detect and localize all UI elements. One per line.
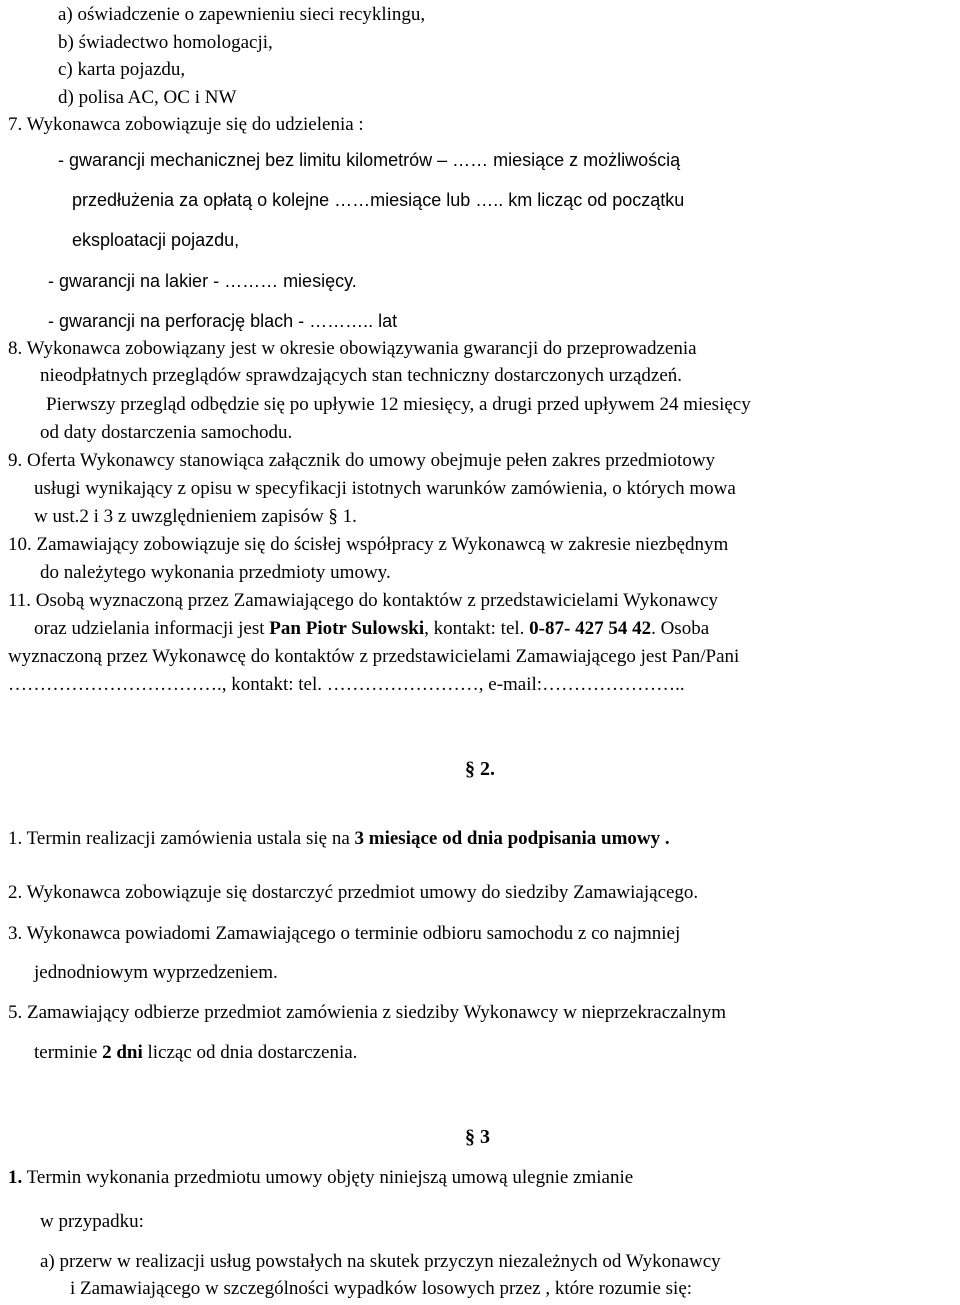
paragraph-11-line4: ……………………………., kontakt: tel. ……………………, e-mail:………………….. (8, 674, 685, 695)
section-2-item-1: 1. Termin realizacji zamówienia ustala się na 3 miesiące od dnia podpisania umowy . (8, 828, 670, 849)
guarantee-exploitation: eksploatacji pojazdu, (72, 230, 240, 250)
section-2-item-2: 2. Wykonawca zobowiązuje się dostarczyć przedmiot umowy do siedziby Zamawiającego. (8, 882, 699, 903)
paragraph-9: 9. Oferta Wykonawcy stanowiąca załącznik do umowy obejmuje pełen zakres przedmiotowy (8, 450, 716, 471)
section-3-item-a: a) przerw w realizacji usług powstałych na skutek przyczyn niezależnych od Wykonawcy (40, 1251, 721, 1272)
guarantee-paint: - gwarancji na lakier - ……… miesięcy. (48, 271, 357, 291)
paragraph-8-line4: od daty dostarczenia samochodu. (40, 422, 293, 443)
paragraph-11: 11. Osobą wyznaczoną przez Zamawiającego do kontaktów z przedstawicielami Wykonawcy (8, 590, 719, 611)
section-2-item-3: 3. Wykonawca powiadomi Zamawiającego o terminie odbioru samochodu z co najmniej (8, 923, 681, 944)
paragraph-10-line2: do należytego wykonania przedmioty umowy. (40, 562, 391, 583)
paragraph-11-line2: oraz udzielania informacji jest Pan Piotr Sulowski, kontakt: tel. 0-87- 427 54 42. Osoba (34, 618, 710, 639)
guarantee-perforation: - gwarancji na perforację blach - ……….. lat (48, 311, 398, 331)
guarantee-mechanical: - gwarancji mechanicznej bez limitu kilometrów – …… miesiące z możliwością (58, 150, 681, 170)
paragraph-7: 7. Wykonawca zobowiązuje się do udzielenia : (8, 114, 364, 135)
list-item-d: d) polisa AC, OC i NW (58, 87, 237, 108)
paragraph-9-line2: usługi wynikający z opisu w specyfikacji istotnych warunków zamówienia, o których mowa (34, 478, 736, 499)
list-item-c: c) karta pojazdu, (58, 59, 186, 80)
paragraph-8-line2: nieodpłatnych przeglądów sprawdzających stan techniczny dostarczonych urządzeń. (40, 365, 683, 386)
section-3-item-a-line2: i Zamawiającego w szczególności wypadków losowych przez , które rozumie się: (70, 1278, 693, 1299)
list-item-b: b) świadectwo homologacji, (58, 32, 273, 53)
paragraph-10: 10. Zamawiający zobowiązuje się do ścisłej współpracy z Wykonawcą w zakresie niezbędnym (8, 534, 729, 555)
section-2-item-5: 5. Zamawiający odbierze przedmiot zamówienia z siedziby Wykonawcy w nieprzekraczalnym (8, 1002, 727, 1023)
contact-person-name: Pan Piotr Sulowski (269, 618, 425, 639)
section-2-item-5-line2: terminie 2 dni licząc od dnia dostarczenia. (34, 1042, 358, 1063)
section-3-item-1-line2: w przypadku: (40, 1211, 144, 1232)
section-3-item-1: 1. Termin wykonania przedmiotu umowy objęty niniejszą umową ulegnie zmianie (8, 1167, 634, 1188)
section-3-heading: § 3 (465, 1126, 490, 1148)
paragraph-8: 8. Wykonawca zobowiązany jest w okresie obowiązywania gwarancji do przeprowadzenia (8, 338, 697, 359)
guarantee-extension: przedłużenia za opłatą o kolejne ……miesiące lub ….. km licząc od początku (72, 190, 685, 210)
paragraph-9-line3: w ust.2 i 3 z uwzględnieniem zapisów § 1. (34, 506, 357, 527)
contact-phone: 0-87- 427 54 42 (529, 618, 652, 639)
section-2-item-3-line2: jednodniowym wyprzedzeniem. (34, 962, 278, 983)
paragraph-8-line3: Pierwszy przegląd odbędzie się po upływie 12 miesięcy, a drugi przed upływem 24 miesięcy (46, 394, 751, 415)
paragraph-11-line3: wyznaczoną przez Wykonawcę do kontaktów z przedstawicielami Zamawiającego jest Pan/Pani (8, 646, 740, 667)
section-2-heading: § 2. (465, 758, 495, 780)
list-item-a: a) oświadczenie o zapewnieniu sieci recyklingu, (58, 4, 426, 25)
